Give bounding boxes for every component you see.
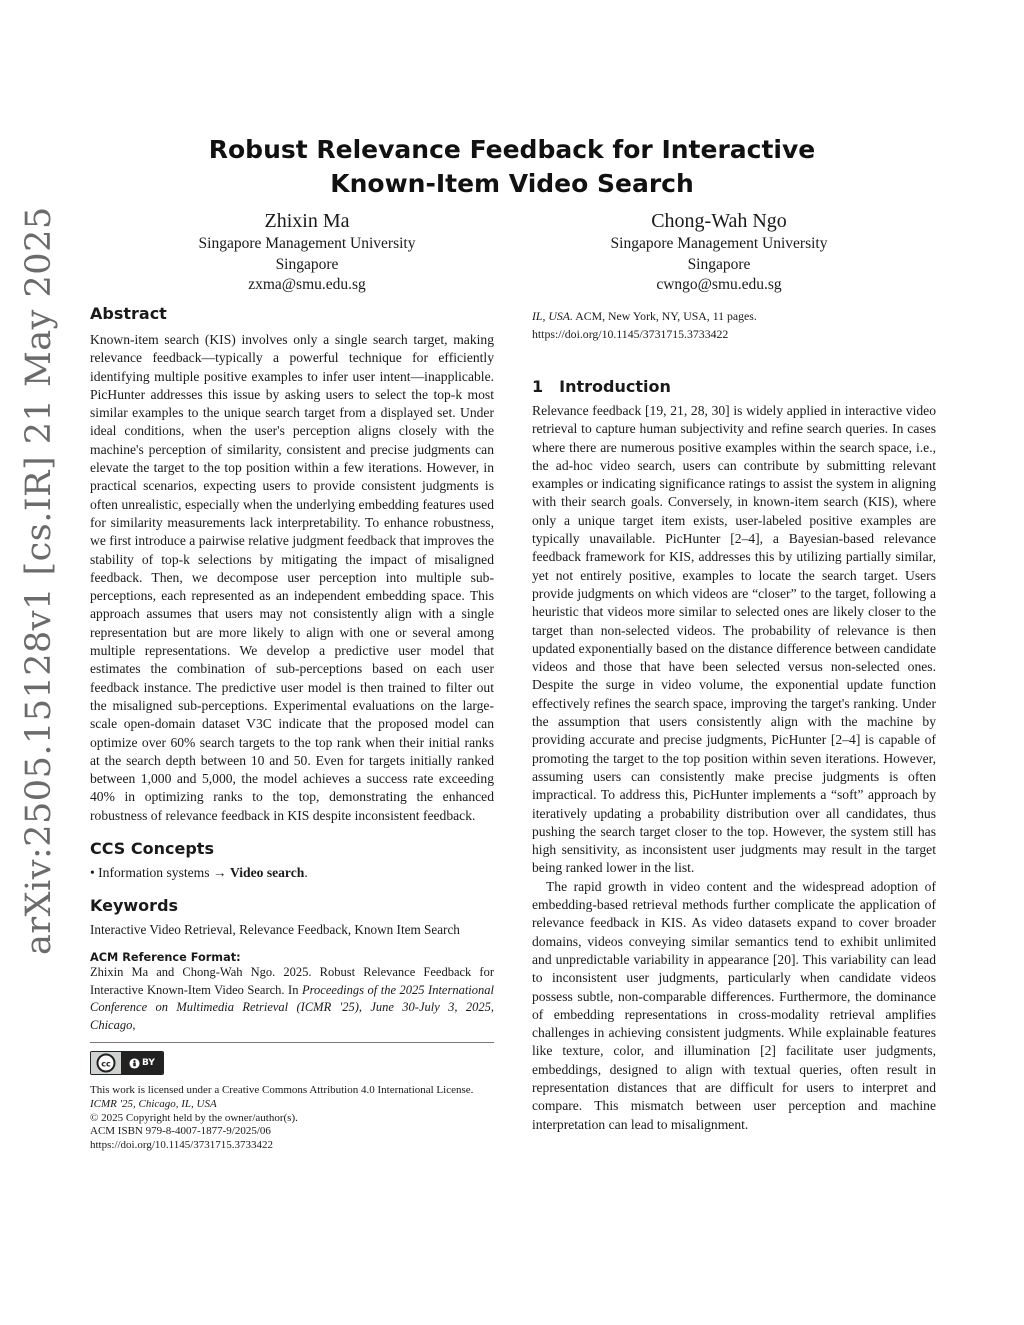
abstract-heading: Abstract: [90, 304, 167, 323]
arxiv-identifier: arXiv:2505.15128v1 [cs.IR] 21 May 2025: [19, 206, 59, 955]
author-affiliation: Singapore Management University: [198, 235, 416, 252]
copyright-line: © 2025 Copyright held by the owner/author(s).: [90, 1111, 298, 1124]
intro-paragraph-2: The rapid growth in video content and the widespread adoption of embedding-based retrieval methods further complicate the application of relevance feedback in KIS. As video datasets expand to cover broader domains, videos conveying similar semantics tend to exhibit unlimited and unpredictable variability in appearance [20]. This variability can lead to inconsistent user judgments, particularly when candidate videos possess subtle, non-comparable differences. Furthermore, the dominance of embedding representations in cross-modality retrieval amplifies challenges in achieving consistent judgments. While explainable features like texture, color, and illumination [2] facilitate user judgments, embeddings, designed to align with textual queries, often result in representation distances that are difficult for users to interpret and compare. This mismatch between user perception and machine interpretation can lead to misalignment.: [532, 878, 936, 1132]
acm-reference-heading: ACM Reference Format:: [90, 951, 241, 965]
ccs-suffix: .: [304, 865, 308, 881]
ccs-concept-item: [90, 865, 494, 881]
author-email: zxma@smu.edu.sg: [248, 276, 366, 293]
doi-link[interactable]: https://doi.org/10.1145/3731715.3733422: [90, 1138, 274, 1151]
cc-by-text: BY: [142, 1058, 155, 1069]
author-block-2: [539, 208, 899, 296]
cc-icon: [91, 1052, 121, 1074]
acm-reference-italic: Proceedings of the 2025 International Conference on Multimedia Retrieval (ICMR '25), June 30-July 3, 2025, Chicago,: [90, 982, 494, 1032]
acm-reference-text: [90, 964, 494, 1034]
title-line-2: Known-Item Video Search: [330, 169, 694, 198]
author-name: Chong-Wah Ngo: [651, 210, 787, 232]
ccs-heading: CCS Concepts: [90, 839, 214, 859]
svg-text:cc: cc: [101, 1059, 111, 1069]
title-line-1: Robust Relevance Feedback for Interactive: [208, 135, 816, 164]
venue-line: ICMR '25, Chicago, IL, USA: [90, 1097, 217, 1110]
keywords-heading: Keywords: [90, 896, 179, 916]
author-country: Singapore: [687, 255, 751, 273]
abstract-text: Known-item search (KIS) involves only a single search target, making relevance feedback—typically a powerful technique for efficiently identifying multiple positive examples to infer user intent—inapplicable. PicHunter addresses this issue by asking users to select the top-k most similar examples to the unique search target from a displayed set. Under ideal conditions, when the user's perception aligns closely with the machine's perception of similarity, consistent and precise judgments can elevate the target to the top position within a few iterations. However, in practical scenarios, expecting users to provide consistent judgments is often unrealistic, especially when the underlying embedding features used for similarity measurements lack interpretability. To enhance robustness, we first introduce a pairwise relative judgment feedback that improves the stability of top-k selections by mitigating the impact of misaligned feedback. Then, we decompose user perception into multiple sub-perceptions, each represented as an independent embedding space. This approach assumes that users may not consistently align with a single representation but are more likely to align with one or several among multiple representations. We develop a predictive user model that estimates the combination of sub-perceptions based on each user feedback instance. The predictive user model is then trained to filter out the misaligned sub-perceptions. Experimental evaluations on the large-scale open-domain dataset V3C indicate that the proposed model can optimize over 60% search targets to the top rank when their initial ranks at the search depth between 10 and 50. Even for targets initially ranked between 1,000 and 5,000, the model achieves a success rate exceeding 40% in optimizing ranks to the top, demonstrating the enhanced robustness of relevance feedback in KIS despite inconsistent feedback.: [90, 332, 494, 823]
intro-paragraph-1: Relevance feedback [19, 21, 28, 30] is widely applied in interactive video retrieval to capture human subjectivity and refine search queries. In cases where there are numerous positive examples within the search space, i.e., the ad-hoc video search, users can contribute by submitting relevant examples or indicating significance ratings to assist the system in aligning with their search goals. Conversely, in known-item search (KIS), where only a unique target item exists, user-labeled positive examples are typically unavailable. PicHunter [2–4], a Bayesian-based relevance feedback framework for KIS, addresses this by utilizing partially similar, yet not entirely positive, examples to locate the search target. Users provide judgments on which videos are “closer” to the target, following a heuristic that videos more similar to selected ones are likely closer to the target than non-selected videos. The probability of relevance is then updated exponentially based on the distance difference between candidate videos and those that have been selected versus non-selected ones. Despite the surge in video volume, the exponential update function effectively refines the search space, improving the target's ranking. Under the assumption that users consistently align with the machine by providing accurate and precise judgments, PicHunter [2–4] is capable of promoting the target to the top position within seven iterations. However, assuming users can consistently make precise judgments is often impractical. To address this, PicHunter implements a “soft” approach by iteratively updating a probability distribution over all candidates, thus pushing the search target closer to the top. However, the system still has high sensitivity, as inconsistent user judgments may result in the target being ranked lower in the list.: [532, 403, 936, 876]
section-number: 1: [532, 377, 544, 396]
section-title: Introduction: [559, 377, 671, 396]
ccs-bold-term: Video search: [229, 865, 305, 881]
paper-title: [150, 133, 874, 201]
author-affiliation: Singapore Management University: [610, 235, 828, 252]
author-block-1: [127, 208, 487, 296]
license-block: [90, 1084, 494, 1152]
acm-reference-location: IL, USA.: [532, 309, 573, 323]
license-statement: This work is licensed under a Creative Commons Attribution 4.0 International License.: [90, 1084, 474, 1097]
introduction-heading: [532, 376, 936, 398]
acm-reference-publisher: ACM, New York, NY, USA, 11 pages. https://doi.org/10.1145/3731715.3733422: [532, 309, 757, 341]
ccs-prefix: • Information systems →: [90, 865, 230, 881]
acm-reference-plain: Zhixin Ma and Chong-Wah Ngo. 2025. Robust Relevance Feedback for Interactive Known-Item Video Search. In: [90, 965, 494, 997]
author-name: Zhixin Ma: [264, 210, 350, 232]
by-label: [121, 1052, 163, 1074]
right-column: [532, 303, 936, 1134]
cc-by-license-badge[interactable]: [90, 1051, 164, 1075]
attribution-person-icon: [129, 1058, 140, 1069]
acm-reference-continued: [532, 307, 936, 343]
left-column: [90, 303, 494, 1152]
author-country: Singapore: [275, 255, 339, 273]
divider: [90, 1042, 494, 1043]
keywords-text: Interactive Video Retrieval, Relevance Feedback, Known Item Search: [90, 922, 460, 938]
isbn-line: ACM ISBN 979-8-4007-1877-9/2025/06: [90, 1125, 271, 1138]
author-email: cwngo@smu.edu.sg: [656, 276, 782, 293]
